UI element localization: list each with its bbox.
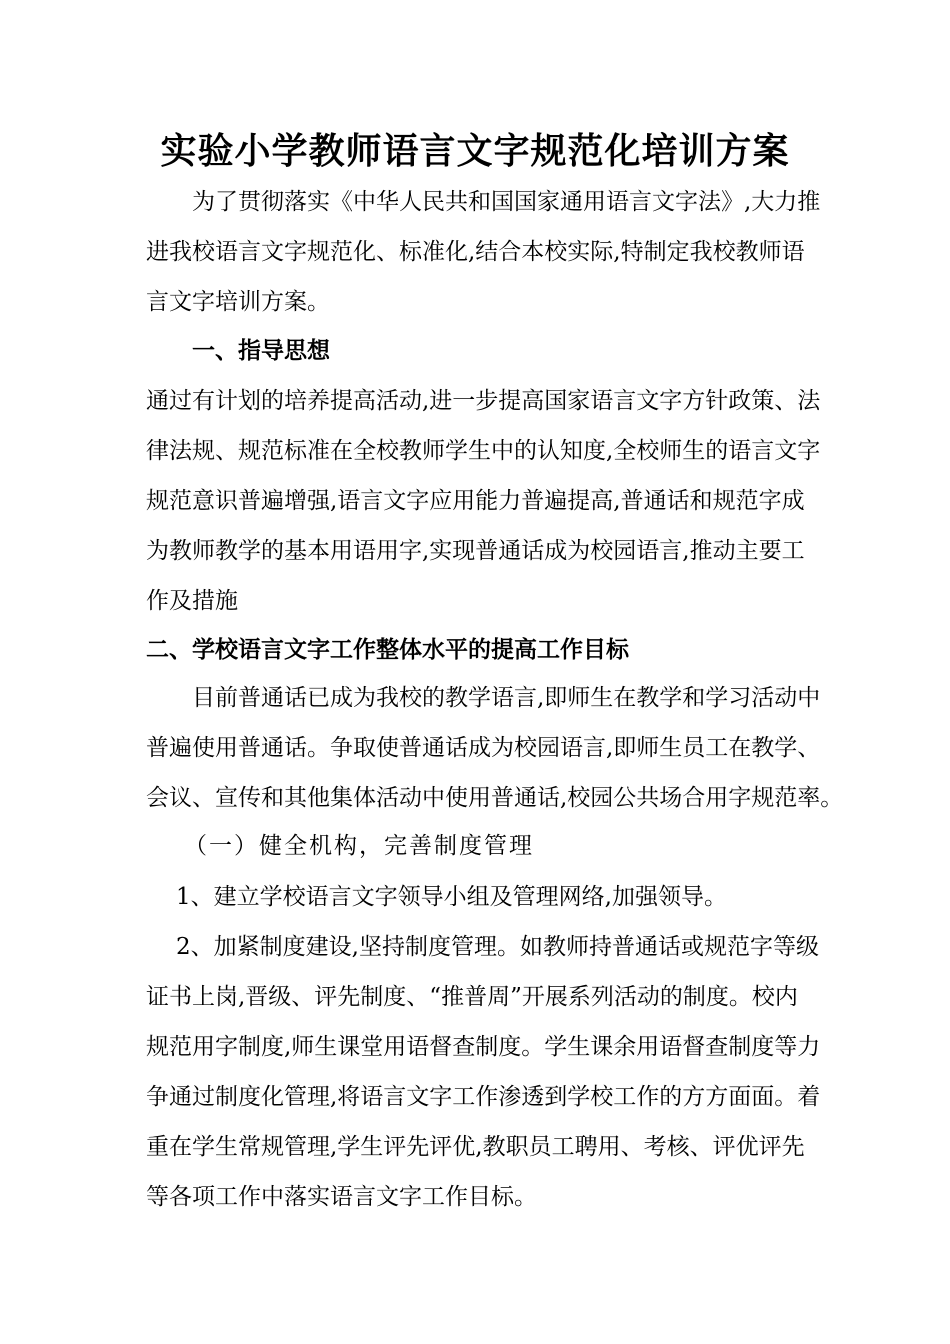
item2-paragraph [146, 922, 821, 1222]
item1-line: 1、建立学校语言文字领导小组及管理网络,加强领导。 [176, 884, 727, 910]
section1-line: 规范意识普遍增强,语言文字应用能力普遍提高,普通话和规范字成 [146, 488, 805, 514]
section1-line: 律法规、规范标准在全校教师学生中的认知度,全校师生的语言文字 [146, 438, 821, 464]
section1-paragraph [146, 376, 821, 626]
section1-line: 通过有计划的培养提高活动,进一步提高国家语言文字方针政策、法 [146, 388, 821, 414]
intro-paragraph [146, 177, 821, 327]
section2-paragraph [146, 673, 844, 823]
section2-line: 会议、宣传和其他集体活动中使用普通话,校园公共场合用字规范率。 [146, 785, 844, 811]
intro-line: 为了贯彻落实《中华人民共和国国家通用语言文字法》,大力推 [192, 189, 821, 215]
section1-line: 为教师教学的基本用语用字,实现普通话成为校园语言,推动主要工 [146, 538, 805, 564]
item2-line: 证书上岗,晋级、评先制度、“推普周”开展系列活动的制度。校内 [146, 984, 798, 1010]
item2-line: 规范用字制度,师生课堂用语督查制度。学生课余用语督查制度等力 [146, 1034, 821, 1060]
document-title: 实验小学教师语言文字规范化培训方案 [160, 131, 790, 172]
section-heading-guiding-ideology: 一、指导思想 [192, 338, 330, 364]
intro-line: 言文字培训方案。 [146, 289, 330, 315]
section-heading-work-goals: 二、学校语言文字工作整体水平的提高工作目标 [146, 637, 629, 663]
section1-line: 作及措施 [146, 588, 238, 614]
item1-paragraph [146, 872, 811, 922]
section2-line: 普遍使用普通话。争取使普通话成为校园语言,即师生员工在教学、 [146, 735, 821, 761]
item2-line: 2、加紧制度建设,坚持制度管理。如教师持普通话或规范字等级 [176, 934, 819, 960]
item2-line: 争通过制度化管理,将语言文字工作渗透到学校工作的方方面面。着 [146, 1084, 821, 1110]
item2-line: 重在学生常规管理,学生评先评优,教职员工聘用、考核、评优评先 [146, 1134, 805, 1160]
subsection-heading-organization: （一）健全机构，完善制度管理 [184, 833, 534, 859]
intro-line: 进我校语言文字规范化、标准化,结合本校实际,特制定我校教师语 [146, 239, 805, 265]
section2-line: 目前普通话已成为我校的教学语言,即师生在教学和学习活动中 [192, 685, 821, 711]
item2-line: 等各项工作中落实语言文字工作目标。 [146, 1184, 537, 1210]
